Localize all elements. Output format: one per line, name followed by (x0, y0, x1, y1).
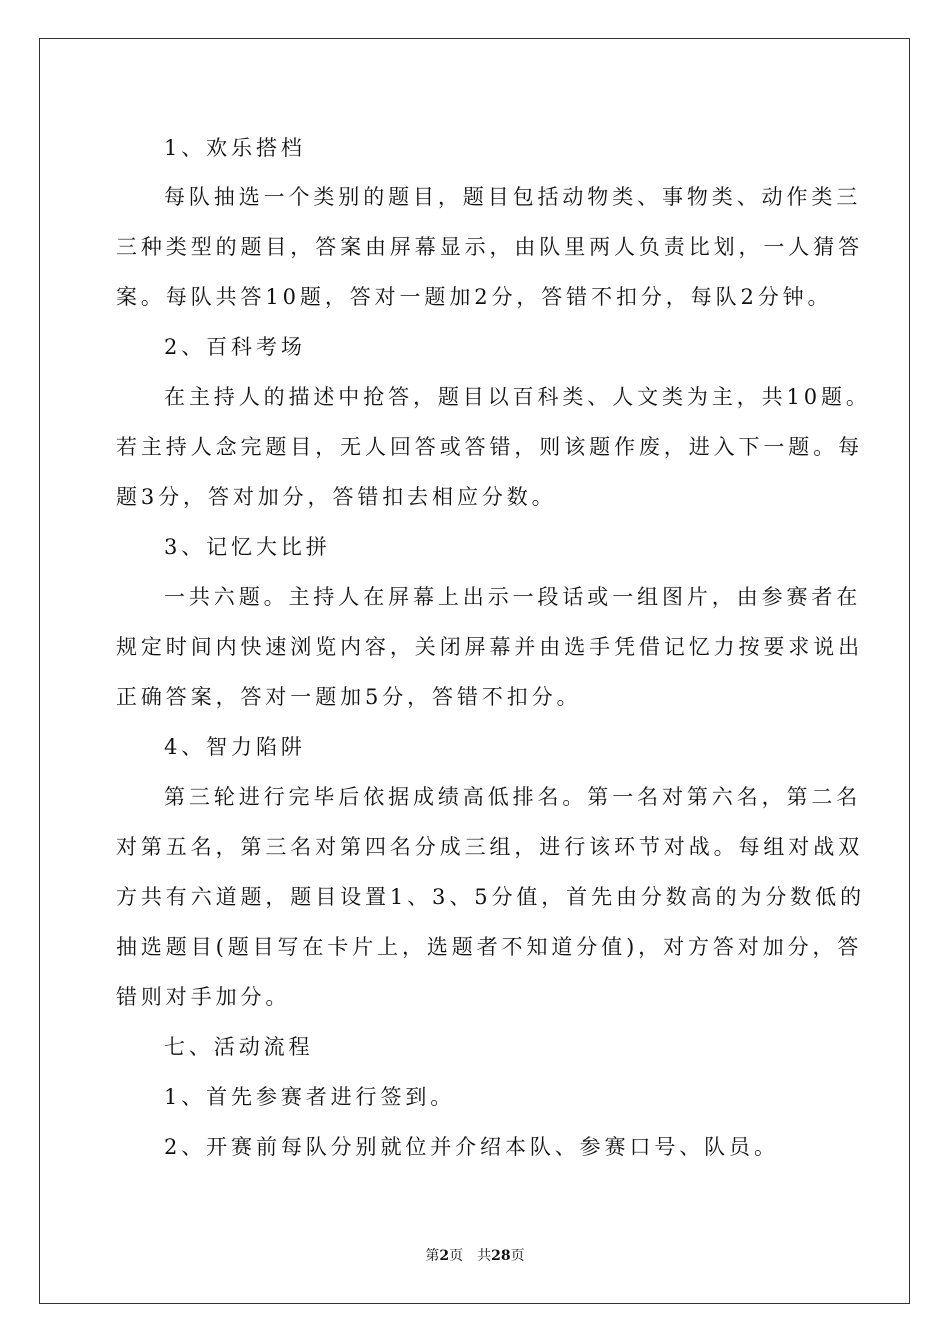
total-prefix: 共 (477, 1248, 492, 1264)
section-heading-memory: 3、记忆大比拼 (164, 535, 331, 559)
section-heading-encyclopedia: 2、百科考场 (164, 335, 306, 359)
list-item: 2、开赛前每队分别就位并介绍本队、参赛口号、队员。 (164, 1135, 779, 1159)
total-pages: 28 (491, 1248, 511, 1264)
list-item: 1、首先参赛者进行签到。 (164, 1085, 456, 1109)
page-footer (0, 1246, 950, 1266)
page-suffix: 页 (449, 1248, 464, 1264)
paragraph-line: 错则对手加分。 (116, 985, 291, 1009)
paragraph-line: 若主持人念完题目，无人回答或答错，则该题作废，进入下一题。每 (116, 435, 863, 459)
paragraph-line: 方共有六道题，题目设置1、3、5分值，首先由分数高的为分数低的 (116, 885, 865, 909)
page-prefix: 第 (425, 1248, 440, 1264)
paragraph-line: 一共六题。主持人在屏幕上出示一段话或一组图片，由参赛者在 (164, 585, 862, 609)
paragraph-line: 在主持人的描述中抢答，题目以百科类、人文类为主，共10题。 (164, 385, 871, 409)
section-heading-intelligence-trap: 4、智力陷阱 (164, 735, 306, 759)
paragraph-line: 案。每队共答10题，答对一题加2分，答错不扣分，每队2分钟。 (116, 285, 833, 309)
paragraph-line: 对第五名，第三名对第四名分成三组，进行该环节对战。每组对战双 (116, 835, 863, 859)
page-border (39, 38, 910, 1304)
total-suffix: 页 (510, 1248, 525, 1264)
section-heading-activity-flow: 七、活动流程 (164, 1035, 314, 1059)
paragraph-line: 题3分，答对加分，答错扣去相应分数。 (116, 485, 557, 509)
paragraph-line: 三种类型的题目，答案由屏幕显示，由队里两人负责比划，一人猜答 (116, 235, 863, 259)
paragraph-line: 规定时间内快速浏览内容，关闭屏幕并由选手凭借记忆力按要求说出 (116, 635, 863, 659)
paragraph-line: 第三轮进行完毕后依据成绩高低排名。第一名对第六名，第二名 (164, 785, 862, 809)
paragraph-line: 抽选题目(题目写在卡片上，选题者不知道分值)，对方答对加分，答 (116, 935, 863, 959)
page-number: 2 (439, 1248, 450, 1264)
paragraph-line: 每队抽选一个类别的题目，题目包括动物类、事物类、动作类三 (164, 185, 862, 209)
paragraph-line: 正确答案，答对一题加5分，答错不扣分。 (116, 685, 582, 709)
section-heading-happy-partner: 1、欢乐搭档 (164, 136, 306, 160)
